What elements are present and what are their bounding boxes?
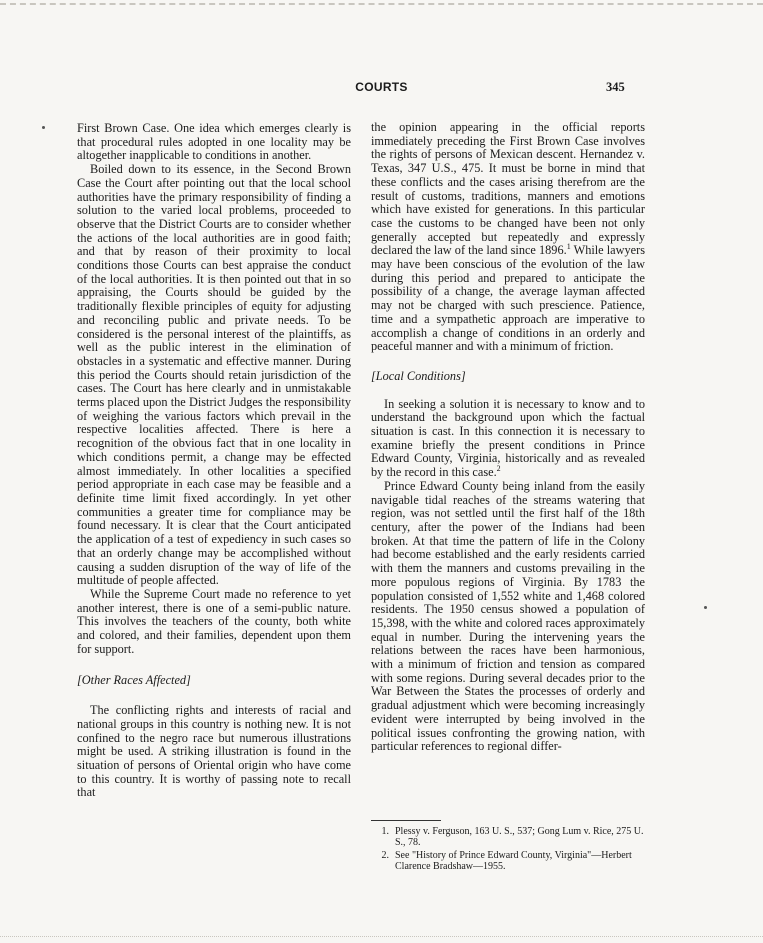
paragraph-text: the opinion appearing in the official reports immediately preceding the First Brown Case involves the rights of persons of Mexican descent. Hernandez v. Texas, 347 U.S., 475. It must be borne in mind that these conflicts and the cases arising therefrom are the result of customs, traditions, manners and emotions which have existed for generations. In this particular case the customs to be changed have been not only generally accepted but repeatedly and expressly declared the law of the land since 1896. [371, 120, 645, 258]
footnote-number: 2. [381, 850, 389, 861]
section-heading: [Other Races Affected] [77, 673, 191, 688]
paragraph-text: In seeking a solution it is necessary to know and to understand the background upon which the factual situation is cast. In this connection it is necessary to examine briefly the present conditions in Prince Edward County, Virginia, historically and as revealed by the record in this case. [371, 396, 645, 480]
paragraph-text: While lawyers may have been conscious of the evolution of the law during this period and prepared to anticipate the possibility of a change, the average layman affected may not be charged with such prescience. Patience, time and a sympathetic approach are imperative to accomplish a change of conditions in an orderly and peaceful manner and with a minimum of friction. [371, 243, 646, 354]
scan-speck [704, 606, 707, 609]
section-heading: [Local Conditions] [371, 368, 466, 383]
running-head [0, 80, 763, 94]
paragraph [371, 398, 645, 480]
bottom-perforation [0, 932, 763, 937]
top-perforation [0, 3, 763, 9]
footnote [371, 850, 645, 872]
footnotes [371, 826, 645, 874]
paragraph [371, 121, 645, 354]
paragraph: Prince Edward County being inland from the easily navigable tidal reaches of the streams watering that region, was not settled until the first half of the 18th century, after the power of the Indians had been broken. At that time the pattern of life in the Colony had become established and the early residents carried with them the manners and customs prevailing in the more populous regions of Virginia. By 1783 the population consisted of 1,552 white and 1,468 colored residents. The 1950 census showed a population of 15,398, with the white and colored races approximately equal in number. During the intervening years the relations between the races have been harmonious, with a minimum of friction and tension as compared with some regions. During several decades prior to the War Between the States the processes of orderly and gradual adjustment which were becoming increasingly evident were interrupted by being involved in the political issues confronting the growing nation, with particular references to regional differ- [371, 478, 645, 754]
left-column [77, 122, 351, 800]
footnote-number: 1. [381, 826, 389, 837]
footnote-text: See "History of Prince Edward County, Virginia"—Herbert Clarence Bradshaw—1955. [395, 850, 632, 872]
paragraph: First Brown Case. One idea which emerges clearly is that procedural rules adopted in one locality may be altogether inapplicable to conditions in another. [77, 121, 351, 163]
footnote [371, 826, 645, 848]
footnote-text: Plessy v. Ferguson, 163 U. S., 537; Gong Lum v. Rice, 275 U. S., 78. [395, 826, 644, 848]
paragraph: While the Supreme Court made no reference to yet another interest, there is one of a semi-public nature. This involves the teachers of the county, both white and colored, and their families, dependent upon them for support. [77, 586, 351, 656]
footnote-rule [371, 820, 441, 821]
paragraph: The conflicting rights and interests of racial and national groups in this country is nothing new. It is not confined to the negro race but numerous illustrations might be used. A striking illustration is found in the situation of persons of Oriental origin who have come to this country. It is worthy of passing note to recall that [77, 703, 351, 800]
footnote-ref: 1 [566, 242, 571, 252]
running-title: COURTS [355, 80, 408, 94]
paragraph: Boiled down to its essence, in the Second Brown Case the Court after pointing out that the local school authorities have the primary responsibility of finding a solution to the varied local problems, proceeded to observe that the District Courts are to consider whether the actions of the local authorities are in good faith; and that by reason of their proximity to local conditions those Courts can best appraise the conduct of the local authorities. It is then pointed out that in so appraising, the Courts should be guided by the traditionally flexible principles of equity for adjusting and reconciling public and private needs. To be considered is the personal interest of the plaintiffs, as well as the public interest in the elimination of obstacles in a systematic and effective manner. During this period the Courts should retain jurisdiction of the cases. The Court has here clearly and in unmistakable terms placed upon the District Judges the responsibility of weighing the various factors which prevail in the respective localities affected. There is here a recognition of the obvious fact that in one locality in which conditions permit, a change may be effected almost immediately. In other localities a specified period appropriate in each case may be feasible and a definite time limit fixed accordingly. In yet other communities a greater time for compliance may be found necessary. It is clear that the Court anticipated the application of a test of expediency in such cases so that an orderly change may be accomplished without causing a sudden disruption of the way of life of the multitude of people affected. [77, 162, 351, 588]
right-column [371, 121, 645, 754]
scan-speck [42, 126, 45, 129]
page-number: 345 [606, 80, 625, 94]
footnote-ref: 2 [496, 464, 501, 474]
